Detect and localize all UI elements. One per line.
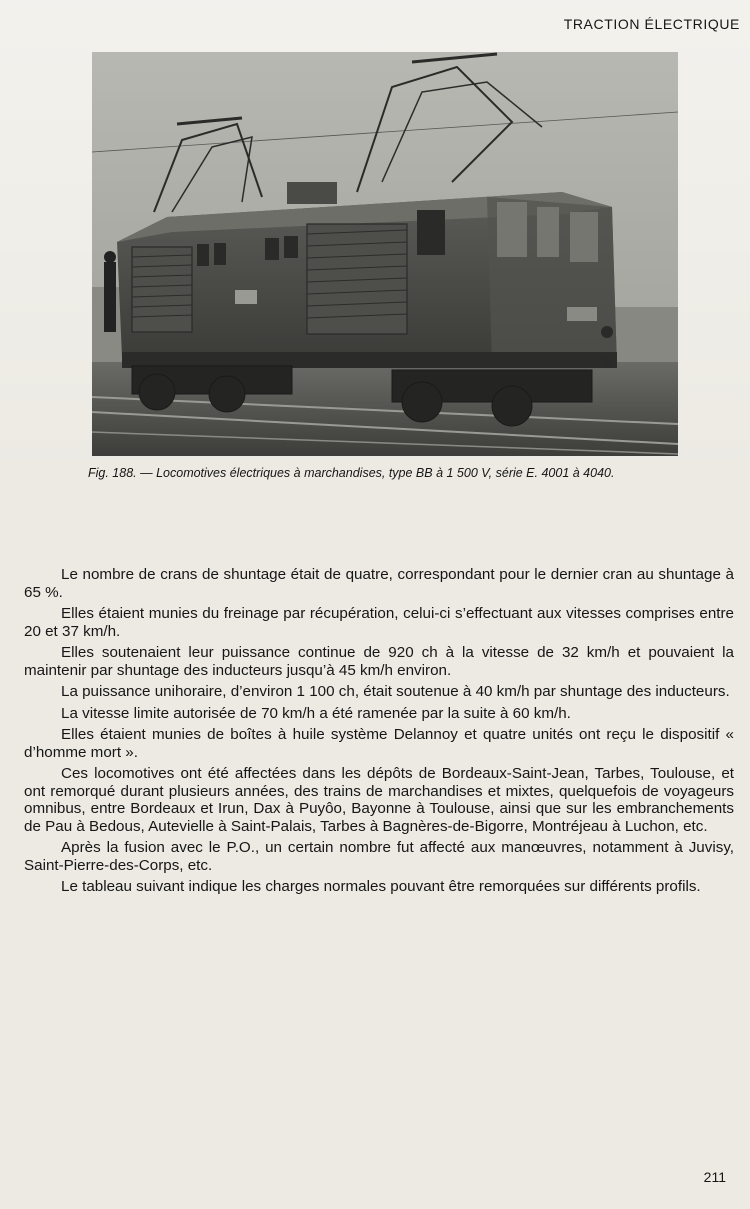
figure-caption: Fig. 188. — Locomotives électriques à marchandises, type BB à 1 500 V, série E. 4001 à 4040. [88,466,615,480]
page-number: 211 [703,1169,726,1185]
paragraph: La puissance unihoraire, d’environ 1 100 ch, était soutenue à 40 km/h par shuntage des inducteurs. [61,683,730,700]
paragraph: Elles étaient munies du freinage par récupération, celui-ci s’effectuant aux vitesses comprises entre 20 et 37 km/h. [24,605,734,640]
running-header: TRACTION ÉLECTRIQUE [563,16,740,32]
paragraph: Le tableau suivant indique les charges normales pouvant être remorquées sur différents profils. [61,878,701,895]
paragraph: Elles étaient munies de boîtes à huile système Delannoy et quatre unités ont reçu le dispositif « d’homme mort ». [24,726,734,761]
body-text [24,566,734,900]
locomotive-photo [92,52,678,456]
paragraph: Ces locomotives ont été affectées dans les dépôts de Bordeaux-Saint-Jean, Tarbes, Toulouse, et ont remorqué durant plusieurs années, des trains de marchandises et mixtes, quelquefois de voyageurs omnibus, entre Bordeaux et Irun, Dax à Puyôo, Bayonne à Toulouse, ainsi que sur les embranchements de Pau à Bedous, Autevielle à Saint-Palais, Tarbes à Bagnères-de-Bigorre, Montréjeau à Luchon, etc. [24,765,734,835]
locomotive-illustration [92,52,678,456]
paragraph: Elles soutenaient leur puissance continue de 920 ch à la vitesse de 32 km/h et pouvaient la maintenir par shuntage des inducteurs jusqu’à 45 km/h environ. [24,644,734,679]
paragraph: Le nombre de crans de shuntage était de quatre, correspondant pour le dernier cran au shuntage à 65 %. [24,566,734,601]
paragraph: La vitesse limite autorisée de 70 km/h a été ramenée par la suite à 60 km/h. [61,704,571,722]
paragraph: Après la fusion avec le P.O., un certain nombre fut affecté aux manœuvres, notamment à Juvisy, Saint-Pierre-des-Corps, etc. [24,839,734,874]
